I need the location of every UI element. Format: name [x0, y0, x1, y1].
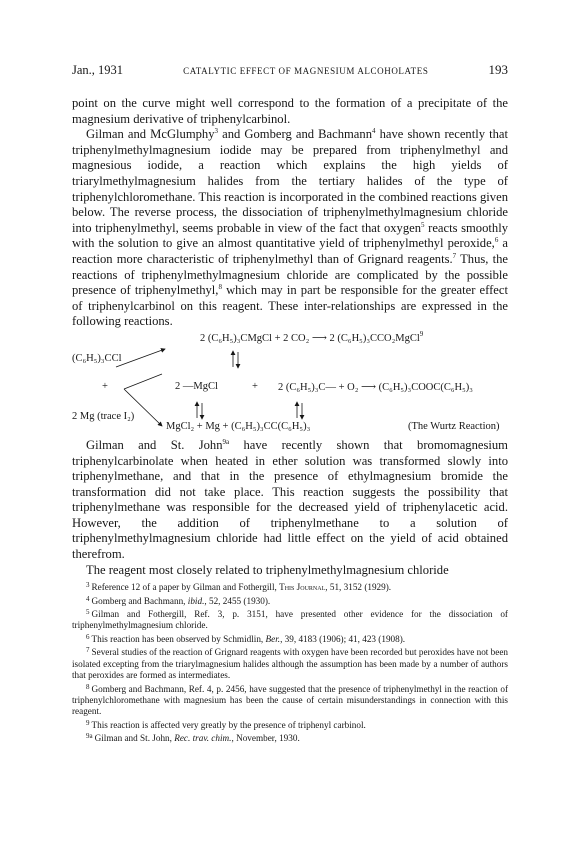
paragraph-1: point on the curve might well correspond to the formation of a precipitate of the magnesium derivative of triphenylcarbinol. — [72, 96, 508, 126]
middle-plus: + — [252, 380, 258, 392]
arrow-up-right — [116, 349, 165, 367]
reaction-peroxide: 2 (C₆H₅)₃C— + O₂ ⟶ (C₆H₅)₃COOC(C₆H₅)₃ — [278, 381, 473, 393]
footnote: $^6$ This reaction has been observed by Schmidlin, Ber., 39, 4183 (1906); 41, 423 (1908). — [86, 632, 406, 644]
footnote-ref[interactable]: 9a — [222, 437, 230, 446]
footnote-ref[interactable]: 8 — [218, 283, 222, 292]
reaction-coupling-products: MgCl₂ + Mg + (C₆H₅)₃CC(C₆H₅)₃ — [166, 420, 311, 432]
footnote-ref[interactable]: 4 — [372, 127, 376, 136]
footnote-ref[interactable]: 7 — [452, 251, 457, 260]
arrow-right — [124, 374, 162, 389]
issue-date: Jan., 1931 — [72, 63, 124, 77]
footnote: $^7$ Several studies of the reaction of Grignard reagents with oxygen have been recorded but peroxides have not been isolated excepting from the triarylmagnesium halides although the assumption has been made by a number of authors that peroxides are formed as intermediates. — [72, 646, 508, 681]
paragraph-2: Gilman and McGlumphy$^3$ and Gomberg and Bachmann$^4$ have shown recently that triphenylmethylmagnesium iodide may be prepared from triphenylmethyl and magnesious iodide, a reaction which explains the high yields of triarylmethylmagnesium halides from the tertiary halides of the type of triphenylchloromethane. This reaction is incorporated in the combined reactions given below. The reverse process, the dissociation of triphenylmethylmagnesium chloride into triphenylmethyl, seems probable in view of the fact that oxygen$^5$ reacts smoothly with the solution to give an almost quantitative yield of triphenylmethyl peroxide,$^6$ a reaction more characteristic of triphenylmethyl than of Grignard reagents.$^7$ Thus, the reactions of triphenylmethylmagnesium chloride are complicated by the possible presence of triphenylmethyl,$^8$ which may in part be responsible for the greater effect of triphenylcarbinol on this reagent. These inter-relationships are expressed in the following reactions. — [72, 127, 508, 329]
footnotes — [72, 580, 508, 744]
footnote: $^8$ Gomberg and Bachmann, Ref. 4, p. 2456, have suggested that the presence of triphenylmethyl in the reaction of triphenylchloromethane with magnesium has been the cause of certain misunderstandings in connection with this reagent. — [72, 682, 508, 717]
footnote: $^{9a}$ Gilman and St. John, Rec. trav. chim., November, 1930. — [86, 732, 300, 744]
reactant-magnesium: 2 Mg (trace I₂) — [72, 410, 135, 422]
reactant-chloride: (C₆H₅)₃CCl — [72, 352, 122, 364]
running-header — [72, 62, 508, 78]
footnote-ref[interactable]: 3 — [214, 127, 219, 136]
footnote: $^5$ Gilman and Fothergill, Ref. 3, p. 3151, have presented other evidence for the dissociation of triphenylmethylmagnesium chloride. — [72, 608, 508, 631]
running-title: CATALYTIC EFFECT OF MAGNESIUM ALCOHOLATES — [183, 66, 429, 76]
footnote: $^3$ Reference 12 of a paper by Gilman and Fothergill, This Journal, 51, 3152 (1929). — [86, 581, 392, 593]
wurtz-label: (The Wurtz Reaction) — [408, 420, 500, 432]
footnote: $^9$ This reaction is affected very greatly by the presence of triphenyl carbinol. — [86, 718, 366, 730]
magnesium-chloride-radical: 2 —MgCl — [175, 380, 218, 392]
footnote-ref[interactable]: 5 — [421, 220, 425, 229]
footnote-ref[interactable]: 9 — [419, 329, 424, 338]
footnote: $^4$ Gomberg and Bachmann, ibid., 52, 2455 (1930). — [86, 594, 271, 606]
reaction-scheme — [72, 331, 508, 435]
page-number: 193 — [488, 62, 508, 77]
paragraph-3: Gilman and St. John$^{9a}$ have recently shown that bromomagnesium triphenylcarbinolate when heated in ether solution was transformed slowly into triphenylmethane, and that in the presence of ethylmagnesium bromide the transformation did not take place. This reaction suggests the possibility that triphenylmethane was responsible for the decreased yield of triphenylacetic acid. However, the addition of triphenylmethane to a solution of triphenylmethylmagnesium chloride had little effect on the yield of acid obtained therefrom. — [72, 437, 508, 562]
journal-page — [72, 62, 508, 745]
footnote-ref[interactable]: 6 — [494, 236, 499, 245]
paragraph-4: The reagent most closely related to triphenylmethylmagnesium chloride — [86, 562, 449, 577]
reactant-plus: + — [102, 380, 108, 392]
reaction-carboxylation: 2 (C₆H₅)₃CMgCl + 2 CO₂ ⟶ 2 (C₆H₅)₃CCO₂MgCl$^9$ — [200, 329, 424, 344]
